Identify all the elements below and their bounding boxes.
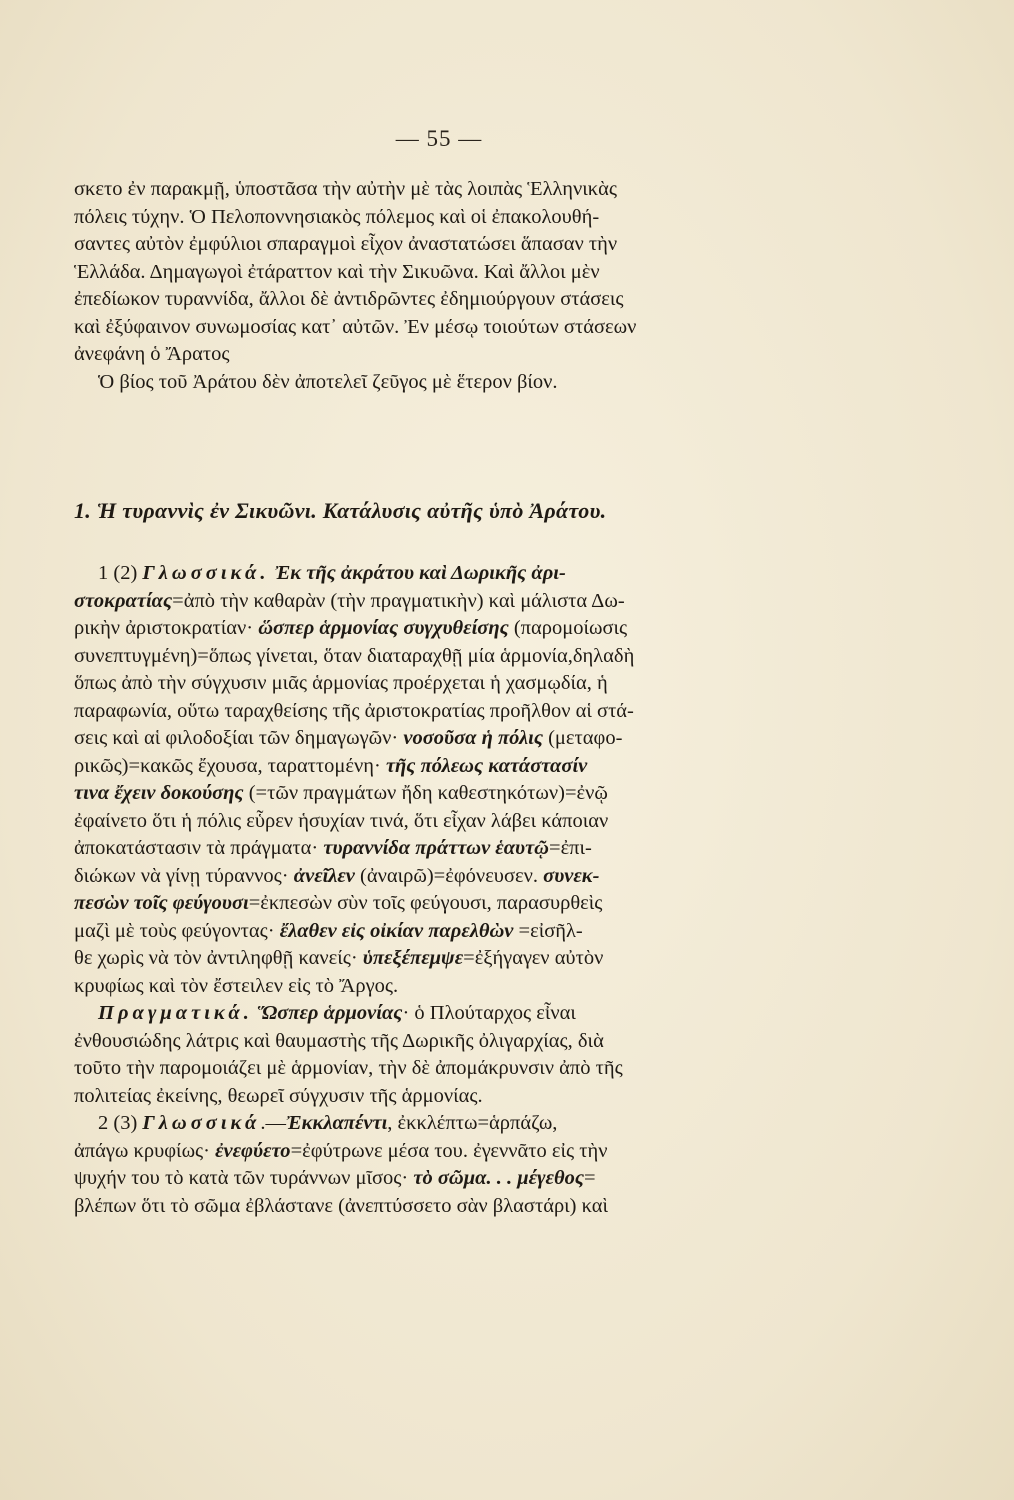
text-line: ἐπεδίωκον τυραννίδα, ἄλλοι δὲ ἀντιδρῶντες ἐδημιούργουν στάσεις [74, 288, 624, 310]
lemma: ἐνεφύετο [215, 1139, 291, 1162]
text-line: Ὁ βίος τοῦ Ἀράτου δὲν ἀποτελεῖ ζεῦγος μὲ ἕτερον βίον. [98, 370, 558, 393]
gloss: =ἀπὸ τὴν καθαρὰν (τὴν πραγματικὴν) καὶ μάλιστα Δω- [172, 589, 625, 612]
gloss: =ἐφύτρωνε μέσα του. ἐγεννᾶτο εἰς τὴν [290, 1139, 608, 1162]
text-line [74, 560, 864, 588]
label-pragmatika: Πραγματικά. [98, 1002, 253, 1024]
text-line [74, 945, 864, 973]
lemma: τῆς πόλεως κατάστασίν [385, 754, 588, 777]
section-heading: 1. Ἡ τυραννὶς ἐν Σικυῶνι. Κατάλυσις αὐτῆς ὑπὸ Ἀράτου. [74, 498, 607, 523]
text-line [74, 890, 864, 918]
lemma: Ὥσπερ ἁρμονίας [257, 1002, 403, 1024]
lemma: ἀνεῖλεν [293, 864, 355, 887]
text-line: συνεπτυγμένη)=ὅπως γίνεται, ὅταν διαταραχθῇ μία ἁρμονία,δηλαδὴ [74, 644, 635, 667]
lemma: Ἐκ τῆς ἀκράτου καὶ Δωρικῆς ἀρι- [274, 562, 566, 584]
gloss: , ἐκκλέπτω=ἁρπάζω, [387, 1112, 558, 1134]
text-line [74, 780, 864, 808]
text-line: σκετο ἐν παρακμῇ, ὑποστᾶσα τὴν αὐτὴν μὲ τὰς λοιπὰς Ἑλληνικὰς [74, 178, 617, 200]
text-line: πολιτείας ἐκείνης, θεωρεῖ σύγχυσιν τῆς ἁρμονίας. [74, 1084, 483, 1107]
text-line [74, 615, 864, 643]
text-line: κρυφίως καὶ τὸν ἔστειλεν εἰς τὸ Ἄργος. [74, 974, 399, 997]
gloss: ρικῶς)=κακῶς ἔχουσα, ταραττομένη· [74, 754, 386, 777]
lemma: συνεκ- [543, 864, 600, 887]
text-line: ἐνθουσιώδης λάτρις καὶ θαυμαστὴς τῆς Δωρικῆς ὀλιγαρχίας, διὰ [74, 1029, 604, 1052]
text-line: ἐφαίνετο ὅτι ἡ πόλις εὗρεν ἡσυχίαν τινά, ὅτι εἶχαν λάβει κάποιαν [74, 809, 609, 832]
text-line [74, 1138, 864, 1166]
text-line [74, 863, 864, 891]
text-line: ἀνεφάνη ὁ Ἄρατος [74, 343, 230, 365]
gloss: μαζὶ μὲ τοὺς φεύγοντας· [74, 919, 280, 942]
text-line: βλέπων ὅτι τὸ σῶμα ἐβλάστανε (ἀνεπτύσσετο σὰν βλαστάρι) καὶ [74, 1194, 609, 1217]
text-line: ὅπως ἀπὸ τὴν σύγχυσιν μιᾶς ἁρμονίας προέρχεται ἡ χασμῳδία, ἡ [74, 672, 608, 694]
text-line: παραφωνία, οὕτω ταραχθείσης τῆς ἀριστοκρατίας προῆλθον αἱ στά- [74, 699, 634, 722]
gloss: (παρομοίωσις [508, 617, 628, 639]
label-glossika: Γλωσσικά. [142, 562, 270, 584]
lemma: Ἐκκλαπέντι [285, 1112, 388, 1134]
text-line [74, 753, 864, 781]
gloss: σεις καὶ αἱ φιλοδοξίαι τῶν δημαγωγῶν· [74, 727, 404, 749]
lemma: τὸ σῶμα. . . μέγεθος [413, 1167, 584, 1189]
note-number: 2 (3) [98, 1112, 143, 1134]
gloss: (ἀναιρῶ)=ἐφόνευσεν. [354, 864, 544, 887]
text-line [74, 1000, 864, 1028]
lemma: πεσὼν τοῖς φεύγουσι [74, 892, 249, 914]
gloss: ψυχήν του τὸ κατὰ τῶν τυράννων μῖσος· [74, 1167, 414, 1189]
lemma: ἔλαθεν εἰς οἰκίαν παρελθὼν [279, 919, 514, 942]
lemma: ὥσπερ ἁρμονίας συγχυθείσης [258, 617, 509, 639]
lemma: τινα ἔχειν δοκούσης [74, 782, 244, 804]
lemma: ὑπεξέπεμψε [362, 947, 464, 969]
gloss: =ἐπι- [549, 837, 592, 859]
gloss: =ἐκπεσὼν σὺν τοῖς φεύγουσι, παρασυρθεὶς [248, 892, 603, 914]
lemma: νοσοῦσα ἡ πόλις [403, 727, 543, 749]
page-number: — 55 — [395, 126, 483, 151]
text-line [74, 1110, 864, 1138]
gloss: = [583, 1167, 596, 1189]
commentary-body [74, 560, 864, 1220]
text-line: τοῦτο τὴν παρομοιάζει μὲ ἁρμονίαν, τὴν δὲ ἀπομάκρυνσιν ἀπὸ τῆς [74, 1057, 623, 1079]
text-line: καὶ ἐξύφαινον συνωμοσίας κατ᾽ αὐτῶν. Ἐν μέσῳ τοιούτων στάσεων [74, 315, 637, 338]
text-line [74, 725, 864, 753]
text-line [74, 918, 864, 946]
intro-paragraph [74, 176, 864, 396]
text-line [74, 1165, 864, 1193]
gloss: · ὁ Πλούταρχος εἶναι [402, 1002, 576, 1024]
gloss: ἀποκατάστασιν τὰ πράγματα· [74, 837, 324, 859]
text-line [74, 835, 864, 863]
text-line: πόλεις τύχην. Ὁ Πελοποννησιακὸς πόλεμος καὶ οἱ ἐπακολουθή- [74, 205, 600, 228]
dash: .— [260, 1112, 286, 1134]
gloss: ἀπάγω κρυφίως· [74, 1139, 216, 1162]
text-line [74, 588, 864, 616]
text-line: σαντες αὐτὸν ἐμφύλιοι σπαραγμοὶ εἶχον ἀναστατώσει ἅπασαν τὴν [74, 233, 618, 255]
gloss: =ἐξήγαγεν αὐτὸν [463, 947, 604, 969]
lemma: τυραννίδα πράττων ἑαυτῷ [323, 837, 550, 859]
lemma: στοκρατίας [74, 589, 173, 612]
gloss: (=τῶν πραγμάτων ἤδη καθεστηκότων)=ἐνῷ [243, 782, 608, 804]
text-line: Ἑλλάδα. Δημαγωγοὶ ἐτάραττον καὶ τὴν Σικυῶνα. Καὶ ἄλλοι μὲν [74, 260, 600, 283]
gloss: θε χωρὶς νὰ τὸν ἀντιληφθῇ κανείς· [74, 947, 363, 969]
gloss: (μεταφο- [542, 727, 623, 749]
note-number: 1 (2) [98, 562, 143, 584]
gloss: ρικὴν ἀριστοκρατίαν· [74, 617, 259, 639]
label-glossika: Γλωσσικά [142, 1112, 261, 1134]
gloss: =εἰσῆλ- [513, 919, 583, 942]
gloss: διώκων νὰ γίνῃ τύραννος· [74, 864, 294, 887]
